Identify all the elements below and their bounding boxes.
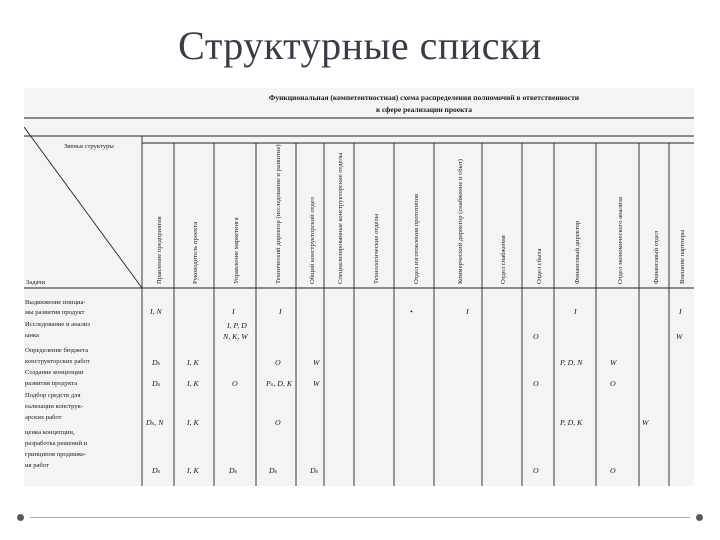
table-cell: I, N xyxy=(150,307,162,316)
table-cell: W xyxy=(313,358,320,367)
table-cell: W xyxy=(642,418,649,427)
table-cell: I, K xyxy=(187,466,199,475)
scanned-table xyxy=(24,88,694,486)
corner-label-tasks: Задачи xyxy=(26,279,46,286)
table-cell: O xyxy=(533,466,539,475)
column-header: Финансовый отдел xyxy=(653,230,660,284)
column-header: Отдел сбыта xyxy=(536,248,543,284)
table-cell: Dₛ xyxy=(269,466,278,475)
task-label: мы развития продукт xyxy=(25,309,85,316)
table-cell: Dₛ xyxy=(310,466,319,475)
table-cell: Dₛ xyxy=(152,466,161,475)
table-cell: I xyxy=(679,307,682,316)
column-header: Отдел экономического анализа xyxy=(617,197,624,284)
table-cell: I xyxy=(232,307,235,316)
task-label: еализации конструк- xyxy=(25,403,84,410)
column-header: Отдел снабжения xyxy=(500,235,507,284)
table-svg xyxy=(24,88,694,486)
column-header: Коммерческий директор (снабжение и сбыт) xyxy=(457,159,464,284)
footer-dot-left xyxy=(17,514,24,521)
table-heading-line1: Функциональная (компетентностная) схема распределения полномочий в ответственности xyxy=(268,93,580,102)
table-cell: Dₛ xyxy=(229,466,238,475)
table-cell: P, D, N xyxy=(560,358,583,367)
task-label: Исследование и анализ xyxy=(25,321,91,328)
table-cell: I xyxy=(466,307,469,316)
table-cell: O xyxy=(533,379,539,388)
slide-title: Структурные списки xyxy=(178,23,542,68)
table-cell: Pₛ, D, K xyxy=(266,379,293,388)
table-cell: W xyxy=(676,332,683,341)
table-cell: I, K xyxy=(187,358,199,367)
table-cell: O xyxy=(533,332,539,341)
table-cell: I, P, D xyxy=(227,321,247,330)
footer-rule xyxy=(30,517,690,518)
table-cell: O xyxy=(610,466,616,475)
table-cell: • xyxy=(410,307,413,316)
column-header: Специализированные конструкторские отделы xyxy=(337,152,344,284)
column-header: Технологические отделы xyxy=(373,213,380,284)
column-header: Общий конструкторский отдел xyxy=(309,197,316,284)
column-header: Внешние партнеры xyxy=(679,229,686,284)
corner-label-structure: Звенья структуры xyxy=(64,143,114,150)
task-label: гринципов продвиже- xyxy=(25,451,87,458)
table-cell: Dₛ xyxy=(152,379,161,388)
table-cell: O xyxy=(610,379,616,388)
column-header: Управление маркетинга xyxy=(233,217,240,284)
task-label: разработка решений и xyxy=(25,440,88,447)
task-label: ынка xyxy=(25,332,39,339)
task-label: конструкторских работ xyxy=(25,358,90,365)
column-header: Отдел изготовления прототипов xyxy=(413,193,420,284)
table-cell: N, K, W xyxy=(223,332,248,341)
table-cell: I, K xyxy=(187,379,199,388)
table-cell: O xyxy=(275,418,281,427)
task-label: ия работ xyxy=(25,462,49,469)
task-label: ценка концепции, xyxy=(25,429,75,436)
column-header: Правление предприятия xyxy=(156,216,163,284)
table-cell: W xyxy=(610,358,617,367)
footer-dot-right xyxy=(696,514,703,521)
task-label: Создание концепции xyxy=(25,369,84,376)
task-label: развития продукта xyxy=(25,380,78,387)
table-cell: P, D, K xyxy=(560,418,583,427)
column-header: Руководитель проекта xyxy=(192,221,199,284)
table-cell: Dₛ, N xyxy=(146,418,164,427)
column-header: Финансовый директор xyxy=(574,220,581,284)
table-cell: O xyxy=(232,379,238,388)
task-label: арских работ xyxy=(25,414,62,421)
task-label: Выдвижение инициа- xyxy=(25,299,86,306)
table-heading-line2: в сфере реализации проекта xyxy=(376,105,472,114)
table-cell: W xyxy=(313,379,320,388)
task-label: Определение бюджета xyxy=(25,347,89,354)
table-grid xyxy=(24,118,694,486)
table-cell: Dₛ xyxy=(152,358,161,367)
table-cell: I xyxy=(279,307,282,316)
table-cell: I, K xyxy=(187,418,199,427)
task-label: Подбор средств для xyxy=(25,392,81,399)
table-cell: I xyxy=(574,307,577,316)
table-cell: O xyxy=(275,358,281,367)
column-header: Технический директор (исследование и развитие) xyxy=(275,144,282,284)
